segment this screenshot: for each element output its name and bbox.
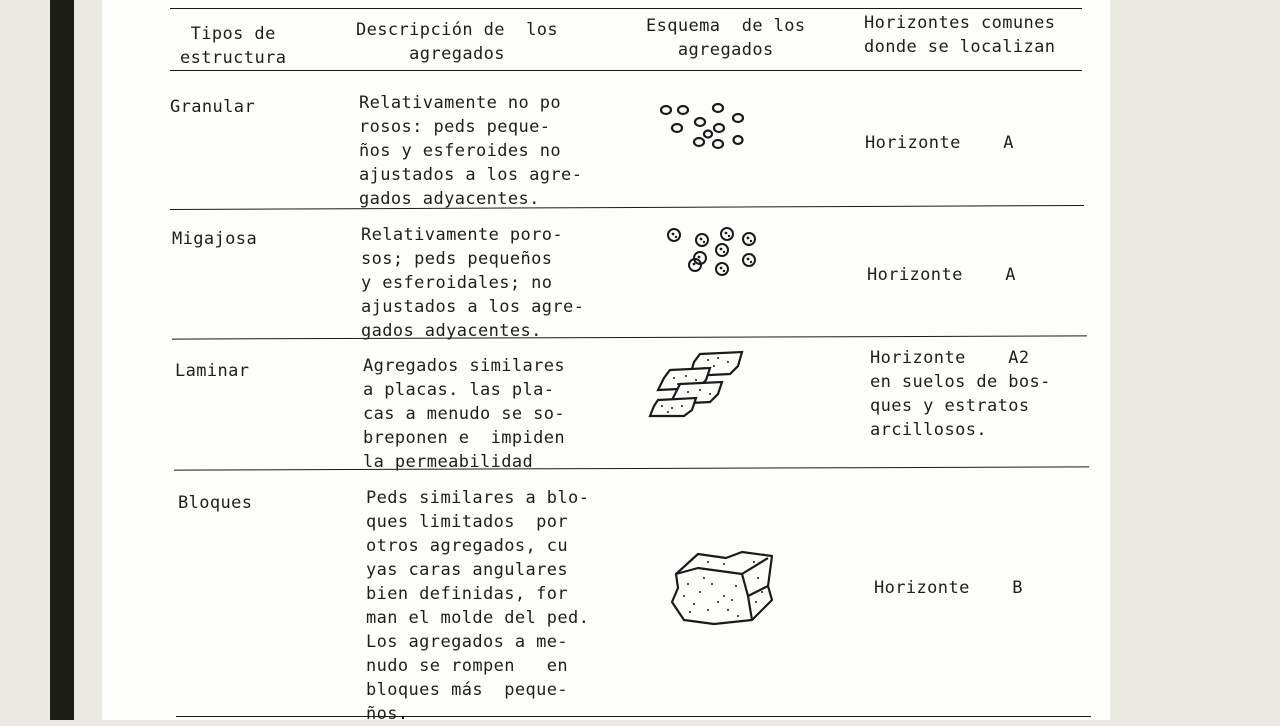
table-top-rule xyxy=(170,8,1082,9)
row-divider-2 xyxy=(172,335,1087,339)
row-divider-1 xyxy=(170,205,1084,210)
row-bloques-description: Peds similares a blo- ques limitados por otros agregados, cu yas caras angulares bien definidas, for man el molde del ped. Los agregados a me- nudo se rompen en bloques más peque- ños. xyxy=(366,488,590,724)
row-migajosa-horizon: Horizonte A xyxy=(867,265,1016,285)
row-granular-description: Relativamente no po rosos: peds peque- ños y esferoides no ajustados a los agre- gados adyacentes. xyxy=(359,93,583,209)
header-esquema: Esquema de los agregados xyxy=(646,16,806,60)
row-divider-3 xyxy=(174,466,1089,470)
row-granular-horizon: Horizonte A xyxy=(865,133,1014,153)
granular-aggregates-icon xyxy=(658,104,758,160)
row-migajosa-description: Relativamente poro- sos; peds pequeños y esferoidales; no ajustados a los agre- gados adyacentes. xyxy=(361,225,585,341)
row-laminar-description: Agregados similares a placas. las pla- cas a menudo se so- breponen e impiden la permeabilidad xyxy=(363,356,566,472)
header-descripcion: Descripción de los agregados xyxy=(356,20,559,64)
row-migajosa-type: Migajosa xyxy=(172,229,258,249)
row-bloques-type: Bloques xyxy=(178,493,253,513)
header-bottom-rule xyxy=(170,70,1082,71)
row-granular-type: Granular xyxy=(170,97,256,117)
left-frame-bar xyxy=(50,0,74,720)
header-horizontes: Horizontes comunes donde se localizan xyxy=(864,13,1056,57)
row-laminar-horizon: Horizonte A2 en suelos de bos- ques y estratos arcillosos. xyxy=(870,348,1051,440)
row-laminar-type: Laminar xyxy=(175,361,250,381)
crumb-aggregates-icon xyxy=(664,224,764,280)
platy-aggregates-icon xyxy=(648,350,748,420)
header-tipos-de-estructura: Tipos de estructura xyxy=(180,24,287,68)
blocky-aggregates-icon xyxy=(668,548,778,628)
table-bottom-rule xyxy=(176,716,1091,717)
scanned-document-page xyxy=(102,0,1110,724)
row-bloques-horizon: Horizonte B xyxy=(874,578,1023,598)
